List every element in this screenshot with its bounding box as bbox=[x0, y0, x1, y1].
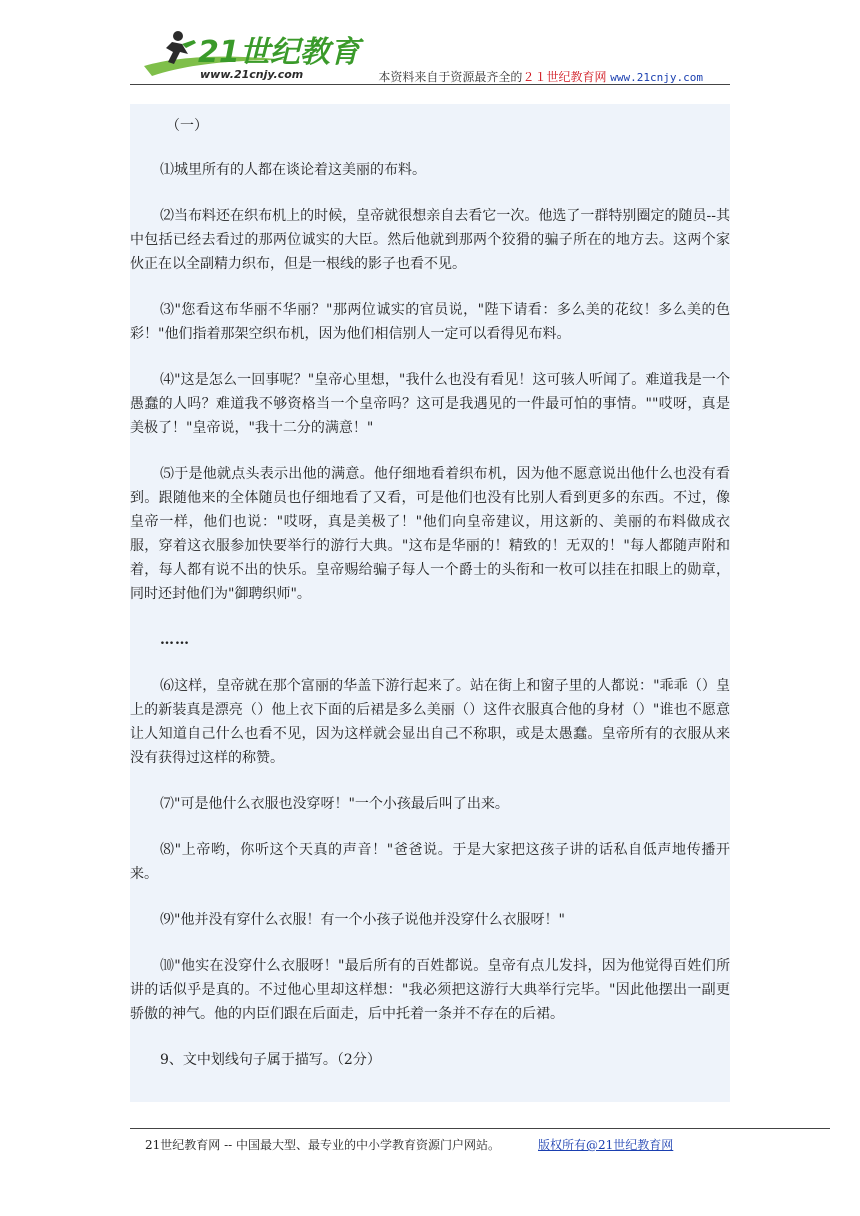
logo-21cnjy bbox=[138, 26, 360, 84]
ellipsis: …… bbox=[160, 632, 190, 648]
paragraph-2: ⑵当布料还在织布机上的时候，皇帝就很想亲自去看它一次。他选了一群特别圈定的随员--其中包括已经去看过的那两位诚实的大臣。然后他就到那两个狡猾的骗子所在的地方去。这两个家伙正在以全副精力织布，但是一根线的影子也看不见。 bbox=[130, 208, 730, 272]
page-header bbox=[130, 20, 730, 86]
footer-divider bbox=[130, 1128, 830, 1129]
paragraph-5: ⑸于是他就点头表示出他的满意。他仔细地看着织布机，因为他不愿意说出他什么也没有看到。跟随他来的全体随员也仔细地看了又看，可是他们也没有比别人看到更多的东西。不过，像皇帝一样，他们也说："哎呀，真是美极了！"他们向皇帝建议，用这新的、美丽的布料做成衣服，穿着这衣服参加快要举行的游行大典。"这布是华丽的！精致的！无双的！"每人都随声附和着，每人都有说不出的快乐。皇帝赐给骗子每人一个爵士的头衔和一枚可以挂在扣眼上的勋章，同时还封他们为"御聘织师"。 bbox=[130, 466, 730, 602]
page-footer bbox=[145, 1136, 673, 1153]
article-text bbox=[130, 114, 730, 1072]
copyright-link[interactable]: 版权所有@21世纪教育网 bbox=[538, 1138, 674, 1152]
paragraph-3: ⑶"您看这布华丽不华丽？"那两位诚实的官员说，"陛下请看：多么美的花纹！多么美的色彩！"他们指着那架空织布机，因为他们相信别人一定可以看得见布料。 bbox=[130, 302, 730, 342]
svg-text:21世纪教育: 21世纪教育 bbox=[198, 35, 360, 70]
paragraph-6: ⑹这样，皇帝就在那个富丽的华盖下游行起来了。站在街上和窗子里的人都说："乖乖（）皇上的新装真是漂亮（）他上衣下面的后裙是多么美丽（）这件衣服真合他的身材（）"谁也不愿意让人知道自己什么也看不见，因为这样就会显出自己不称职，或是太愚蠢。皇帝所有的衣服从来没有获得过这样的称赞。 bbox=[130, 678, 730, 766]
paragraph-8: ⑻"上帝哟，你听这个天真的声音！"爸爸说。于是大家把这孩子讲的话私自低声地传播开来。 bbox=[130, 842, 730, 882]
svg-text:www.21cnjy.com: www.21cnjy.com bbox=[200, 68, 304, 81]
source-notice: 本资料来自于资源最齐全的２１世纪教育网 www.21cnjy.com bbox=[378, 70, 703, 84]
paragraph-10: ⑽"他实在没穿什么衣服呀！"最后所有的百姓都说。皇帝有点儿发抖，因为他觉得百姓们所讲的话似乎是真的。不过他心里却这样想："我必须把这游行大典举行完毕。"因此他摆出一副更骄傲的神气。他的内臣们跟在后面走，后中托着一条并不存在的后裙。 bbox=[130, 958, 730, 1022]
section-title: （一） bbox=[166, 118, 208, 134]
paragraph-1: ⑴城里所有的人都在谈论着这美丽的布料。 bbox=[160, 162, 426, 178]
paragraph-7: ⑺"可是他什么衣服也没穿呀！"一个小孩最后叫了出来。 bbox=[160, 796, 509, 812]
paragraph-9: ⑼"他并没有穿什么衣服！有一个小孩子说他并没穿什么衣服呀！" bbox=[160, 912, 565, 928]
header-divider bbox=[130, 84, 730, 85]
paragraph-4: ⑷"这是怎么一回事呢？"皇帝心里想，"我什么也没有看见！这可骇人听闻了。难道我是一个愚蠢的人吗？难道我不够资格当一个皇帝吗？这可是我遇见的一件最可怕的事情。""哎呀，真是美极了！"皇帝说，"我十二分的满意！" bbox=[130, 372, 730, 436]
article-panel bbox=[130, 104, 730, 1102]
footer-text: 21世纪教育网 -- 中国最大型、最专业的中小学教育资源门户网站。 bbox=[145, 1138, 501, 1152]
source-url[interactable]: www.21cnjy.com bbox=[610, 71, 703, 84]
question-9: 9、文中划线句子属于描写。（2分） bbox=[160, 1052, 381, 1068]
